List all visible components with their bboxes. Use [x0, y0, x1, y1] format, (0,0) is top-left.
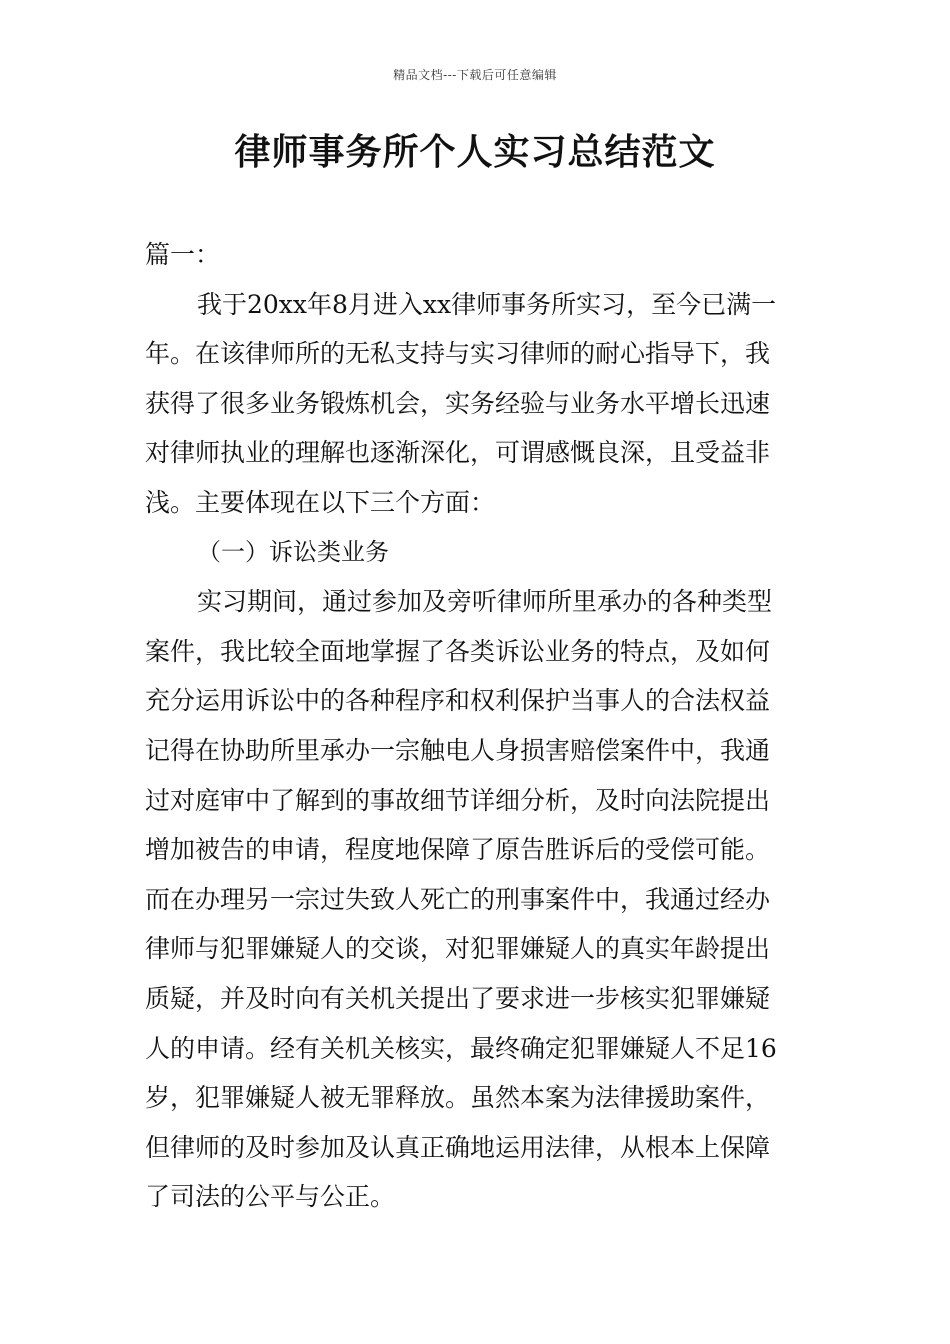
- paragraph-line: 而在办理另一宗过失致人死亡的刑事案件中，我通过经办: [145, 884, 771, 914]
- subsection-heading: （一）诉讼类业务: [197, 537, 389, 566]
- header-note: 精品文档---下载后可任意编辑: [393, 68, 557, 82]
- paragraph-line: 充分运用诉讼中的各种程序和权利保护当事人的合法权益: [145, 686, 771, 716]
- document-body: [145, 230, 810, 1222]
- paragraph-line: 年。在该律师所的无私支持与实习律师的耐心指导下，我: [145, 339, 771, 369]
- paragraph-line: 记得在协助所里承办一宗触电人身损害赔偿案件中，我通: [145, 735, 771, 765]
- paragraph-line: 获得了很多业务锻炼机会，实务经验与业务水平增长迅速: [145, 388, 771, 418]
- document-title: 律师事务所个人实习总结范文: [234, 131, 716, 173]
- paragraph-line: 但律师的及时参加及认真正确地运用法律，从根本上保障: [145, 1132, 771, 1162]
- paragraph-line: 律师与犯罪嫌疑人的交谈，对犯罪嫌疑人的真实年龄提出: [145, 934, 771, 964]
- paragraph-line: 人的申请。经有关机关核实，最终确定犯罪嫌疑人不足16: [145, 1033, 777, 1063]
- paragraph-line: 了司法的公平与公正。: [145, 1182, 396, 1212]
- paragraph-line: 过对庭审中了解到的事故细节详细分析，及时向法院提出: [145, 785, 771, 815]
- paragraph-line: 案件，我比较全面地掌握了各类诉讼业务的特点，及如何: [145, 636, 771, 666]
- paragraph-line: 对律师执业的理解也逐渐深化，可谓感慨良深，且受益非: [145, 438, 771, 468]
- paragraph-line: 我于20xx年8月进入xx律师事务所实习，至今已满一: [197, 289, 777, 319]
- paragraph-line: 实习期间，通过参加及旁听律师所里承办的各种类型: [197, 587, 773, 617]
- paragraph-line: 增加被告的申请，程度地保障了原告胜诉后的受偿可能。: [145, 835, 771, 865]
- paragraph-line: 浅。主要体现在以下三个方面：: [145, 487, 496, 517]
- paragraph-line: 岁，犯罪嫌疑人被无罪释放。虽然本案为法律援助案件，: [145, 1083, 771, 1113]
- section-label: 篇一：: [145, 240, 221, 269]
- paragraph-line: 质疑，并及时向有关机关提出了要求进一步核实犯罪嫌疑: [145, 983, 771, 1013]
